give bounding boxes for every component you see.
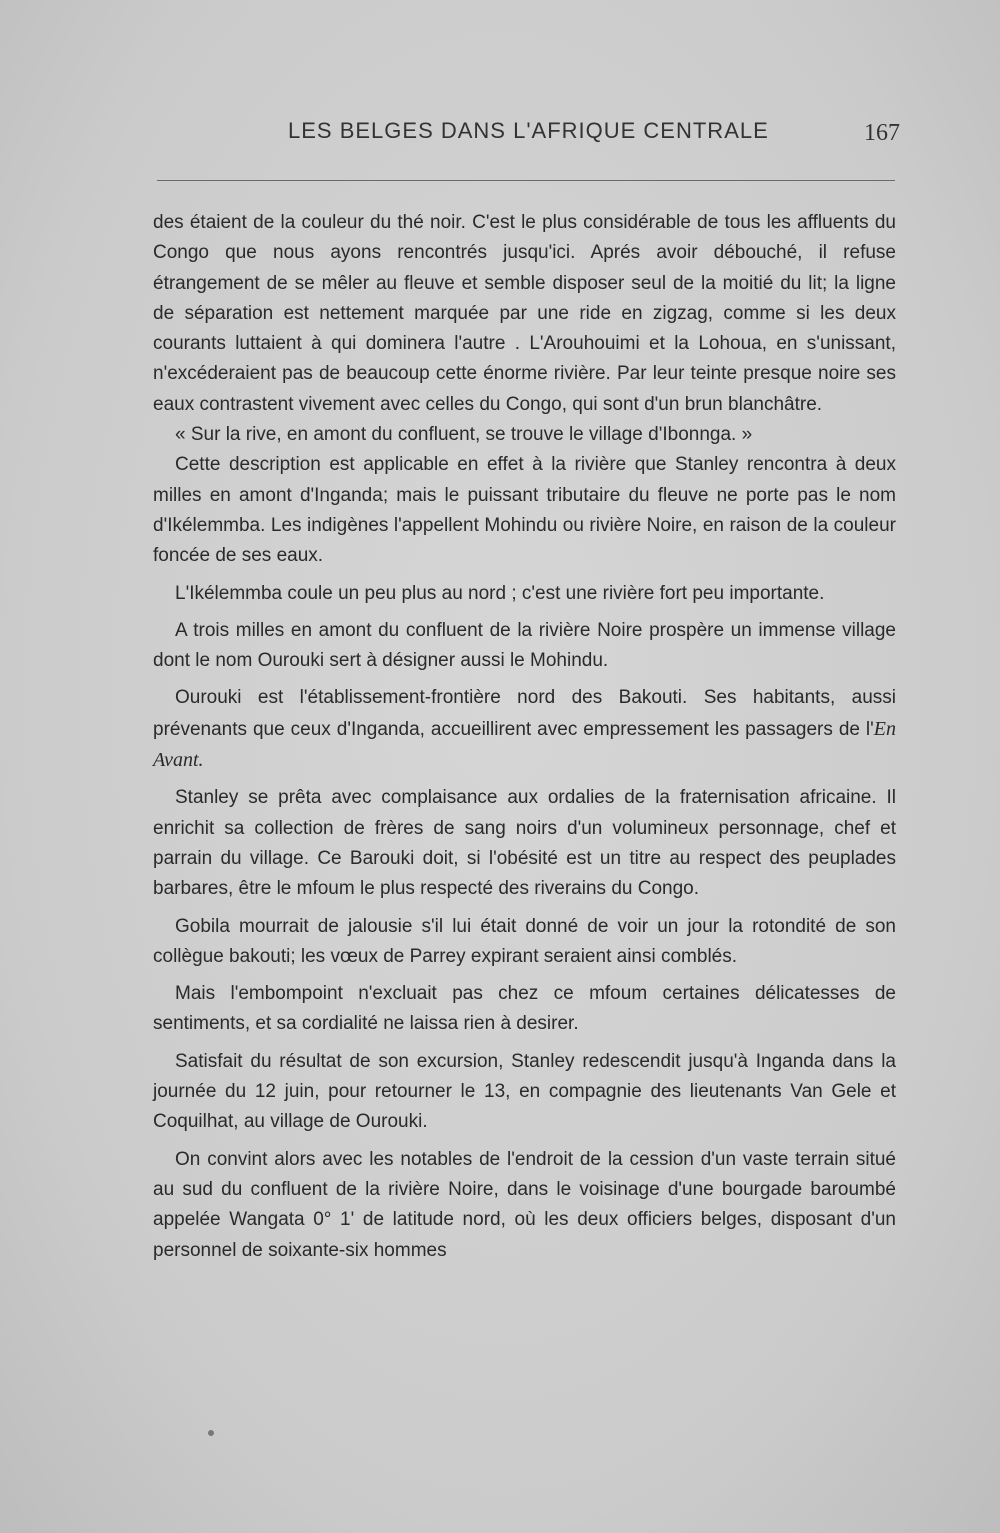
- paragraph: [153, 683, 896, 776]
- paragraph: A trois milles en amont du confluent de la rivière Noire prospère un immense village dont le nom Ourouki sert à désigner aussi le Mohindu.: [153, 619, 896, 672]
- paragraph: Stanley se prêta avec complaisance aux ordalies de la fraternisation africaine. Il enrichit sa collection de frères de sang noirs d'un volumineux personnage, chef et parrain du village. Ce Barouki doit, si l'obésité est un titre au respect des peuplades barbares, être le mfoum le plus respecté des riverains du Congo.: [153, 787, 896, 900]
- paragraph-text: Ourouki est l'établissement-frontière nord des Bakouti. Ses habitants, aussi prévenants que ceux d'Inganda, accueillirent avec empressement les passagers de l': [153, 687, 896, 740]
- paragraph-quote: « Sur la rive, en amont du confluent, se trouve le village d'Ibonnga. »: [175, 424, 753, 446]
- ship-name: En Avant.: [153, 717, 896, 772]
- running-head: [150, 118, 900, 158]
- paragraph: Cette description est applicable en effet à la rivière que Stanley rencontra à deux milles en amont d'Inganda; mais le puissant tributaire du fleuve ne porte pas le nom d'Ikélemmba. Les indigènes l'appellent Mohindu ou rivière Noire, en raison de la couleur foncée de ses eaux.: [153, 454, 896, 567]
- header-rule: [157, 180, 895, 181]
- running-title: LES BELGES DANS L'AFRIQUE CENTRALE: [288, 118, 769, 143]
- paper-speck: [208, 1430, 214, 1436]
- body-text: [153, 208, 896, 1273]
- paragraph: des étaient de la couleur du thé noir. C'est le plus considérable de tous les affluents du Congo que nous ayons rencontrés jusqu'ici. Aprés avoir débouché, il refuse étrangement de se mêler au fleuve et semble disposer seul de la moitié du lit; la ligne de séparation est nettement marquée par une ride en zigzag, comme si les deux courants luttaient à qui dominera l'autre . L'Arouhouimi et la Lohoua, en s'unissant, n'excéderaient pas de beaucoup cette énorme rivière. Par leur teinte presque noire ses eaux contrastent vivement avec celles du Congo, qui sont d'un brun blanchâtre.: [153, 212, 896, 415]
- paragraph: Gobila mourrait de jalousie s'il lui était donné de voir un jour la rotondité de son collègue bakouti; les vœux de Parrey expirant seraient ainsi comblés.: [153, 915, 896, 967]
- paragraph: L'Ikélemmba coule un peu plus au nord ; c'est une rivière fort peu importante.: [175, 582, 825, 604]
- paragraph: Satisfait du résultat de son excursion, Stanley redescendit jusqu'à Inganda dans la journée du 12 juin, pour retourner le 13, en compagnie des lieutenants Van Gele et Coquilhat, au village de Ourouki.: [153, 1050, 896, 1133]
- page-number: 167: [864, 120, 900, 146]
- paragraph: On convint alors avec les notables de l'endroit de la cession d'un vaste terrain situé au sud du confluent de la rivière Noire, dans le voisinage d'une bourgade baroumbé appelée Wangata 0° 1' de latitude nord, où les deux officiers belges, disposant d'un personnel de soixante-six hommes: [153, 1148, 896, 1261]
- paragraph: Mais l'embompoint n'excluait pas chez ce mfoum certaines délicatesses de sentiments, et sa cordialité ne laissa rien à desirer.: [153, 983, 896, 1035]
